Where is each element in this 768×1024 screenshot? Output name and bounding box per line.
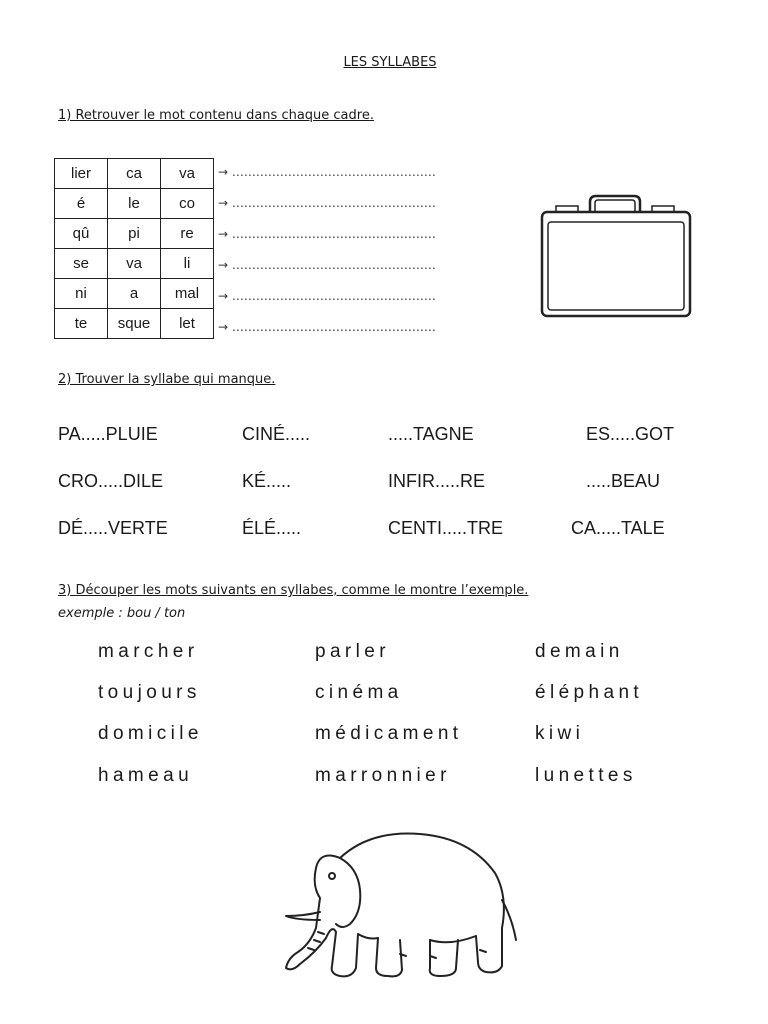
word-to-split: toujours xyxy=(98,682,201,703)
syllable-cell: co xyxy=(161,189,214,219)
syllable-cell: lier xyxy=(55,159,108,189)
missing-syllable-word: CINÉ..... xyxy=(242,424,311,444)
syllable-cell: qû xyxy=(55,219,108,249)
syllable-cell: te xyxy=(55,309,108,339)
syllable-cell: pi xyxy=(108,219,161,249)
syllable-cell: re xyxy=(161,219,214,249)
answer-line: → …………………………………………… xyxy=(218,289,436,303)
word-to-split: parler xyxy=(315,641,390,662)
answer-line: → …………………………………………… xyxy=(218,227,436,241)
syllable-cell: ca xyxy=(108,159,161,189)
example-text: exemple : bou / ton xyxy=(58,606,186,621)
exercise-1-heading: 1) Retrouver le mot contenu dans chaque cadre. xyxy=(58,108,374,123)
word-to-split: demain xyxy=(535,641,624,662)
exercise-2-heading: 2) Trouver la syllabe qui manque. xyxy=(58,372,276,387)
syllable-cell: let xyxy=(161,309,214,339)
missing-syllable-word: CA.....TALE xyxy=(571,518,665,538)
missing-syllable-word: ES.....GOT xyxy=(586,424,675,444)
syllable-cell: mal xyxy=(161,279,214,309)
syllable-cell: se xyxy=(55,249,108,279)
word-to-split: éléphant xyxy=(535,682,644,703)
missing-syllable-word: KÉ..... xyxy=(242,471,292,491)
answer-line: → …………………………………………… xyxy=(218,196,436,210)
word-to-split: marcher xyxy=(98,641,199,662)
syllable-cell: le xyxy=(108,189,161,219)
answer-line: → …………………………………………… xyxy=(218,258,436,272)
missing-syllable-word: PA.....PLUIE xyxy=(58,424,158,444)
syllable-cell: li xyxy=(161,249,214,279)
page-title: LES SYLLABES xyxy=(343,55,437,70)
word-to-split: hameau xyxy=(98,765,194,786)
missing-syllable-word: ÉLÉ..... xyxy=(242,518,302,538)
syllable-row xyxy=(55,279,214,309)
syllable-cell: va xyxy=(161,159,214,189)
syllable-cell: va xyxy=(108,249,161,279)
syllable-cell: a xyxy=(108,279,161,309)
suitcase-icon xyxy=(538,194,694,320)
word-to-split: marronnier xyxy=(315,765,451,786)
syllable-row xyxy=(55,219,214,249)
missing-syllable-word: DÉ.....VERTE xyxy=(58,518,168,538)
elephant-icon xyxy=(280,828,525,983)
syllable-row xyxy=(55,309,214,339)
syllable-row xyxy=(55,189,214,219)
word-to-split: médicament xyxy=(315,723,463,744)
exercise-3-heading: 3) Découper les mots suivants en syllabes, comme le montre l’exemple. xyxy=(58,583,529,598)
missing-syllable-word: .....BEAU xyxy=(586,471,661,491)
missing-syllable-word: INFIR.....RE xyxy=(388,471,486,491)
syllable-row xyxy=(55,249,214,279)
answer-line: → …………………………………………… xyxy=(218,320,436,334)
missing-syllable-word: .....TAGNE xyxy=(388,424,474,444)
word-to-split: domicile xyxy=(98,723,203,744)
word-to-split: cinéma xyxy=(315,682,403,703)
word-to-split: lunettes xyxy=(535,765,637,786)
answer-line: → …………………………………………… xyxy=(218,165,436,179)
syllable-cell: é xyxy=(55,189,108,219)
missing-syllable-word: CENTI.....TRE xyxy=(388,518,504,538)
word-to-split: kiwi xyxy=(535,723,585,744)
missing-syllable-word: CRO.....DILE xyxy=(58,471,164,491)
syllable-grid xyxy=(54,158,214,339)
syllable-cell: ni xyxy=(55,279,108,309)
syllable-cell: sque xyxy=(108,309,161,339)
syllable-row xyxy=(55,159,214,189)
